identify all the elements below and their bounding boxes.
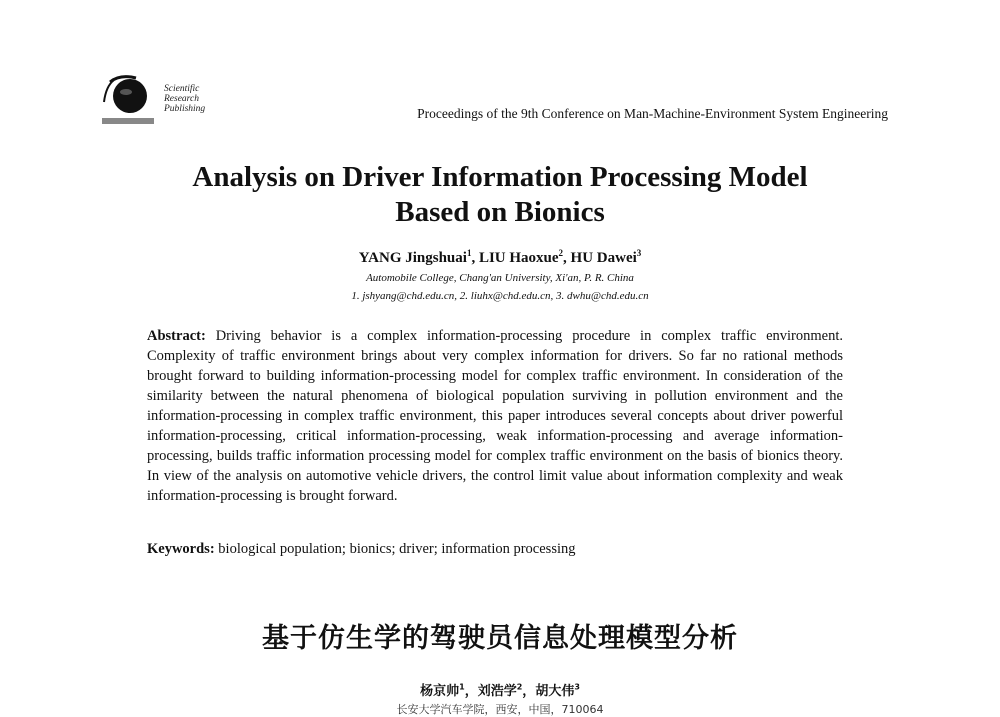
author-name: YANG Jingshuai [358,250,467,266]
author-list: YANG Jingshuai$^1$, LIU Haoxue$^2$, HU Dawei$^3$ [358,248,642,266]
keywords-text: biological population; bionics; driver; information processing [218,541,576,557]
chinese-author-list: 杨京帅$^1$，刘浩学$^2$，胡大伟$^3$ [420,682,580,699]
proceedings-header: Proceedings of the 9th Conference on Man-Machine-Environment System Engineering [417,106,888,121]
abstract [147,326,843,506]
abstract-label: Abstract: [147,328,206,344]
publisher-name: Scientific Research Publishing [164,84,206,114]
title-line-1: Analysis on Driver Information Processing Model [192,161,808,193]
publisher-logo [100,72,220,128]
chinese-author-name: 胡大伟 [535,684,575,699]
abstract-text: Driving behavior is a complex information-processing procedure in complex traffic environment. Complexity of traffic environment brings about very complex information for drivers. So far no rational methods brought forward to building information-processing model for complex traffic environment. In consideration of the similarity between the natural phenomena of biological population surviving in pollution environment and the information-processing in complex traffic environment, this paper introduces several concepts about driver powerful information-processing, critical information-processing, weak information-processing and average information-processing, builds traffic information processing model for complex traffic environment on the basis of bionics theory. In view of the analysis on automotive vehicle drivers, the control limit value about information complexity and weak information-processing is brought forward. [147,328,843,504]
affiliation: Automobile College, Chang'an University, Xi'an, P. R. China [366,272,634,284]
chinese-author-name: 刘浩学 [477,684,517,699]
keywords [147,539,843,559]
chinese-title: 基于仿生学的驾驶员信息处理模型分析 [262,623,738,654]
globe-icon [100,72,162,128]
author-emails: 1. jshyang@chd.edu.cn, 2. liuhx@chd.edu.cn, 3. dwhu@chd.edu.cn [351,290,649,302]
keywords-label: Keywords: [147,541,215,557]
chinese-author-name: 杨京帅 [420,684,460,699]
title-line-2: Based on Bionics [395,196,605,228]
chinese-affiliation: 长安大学汽车学院，西安，中国，710064 [396,703,604,716]
author-name: LIU Haoxue [478,250,559,266]
paper-title [100,160,900,230]
author-name: HU Dawei [570,250,637,266]
